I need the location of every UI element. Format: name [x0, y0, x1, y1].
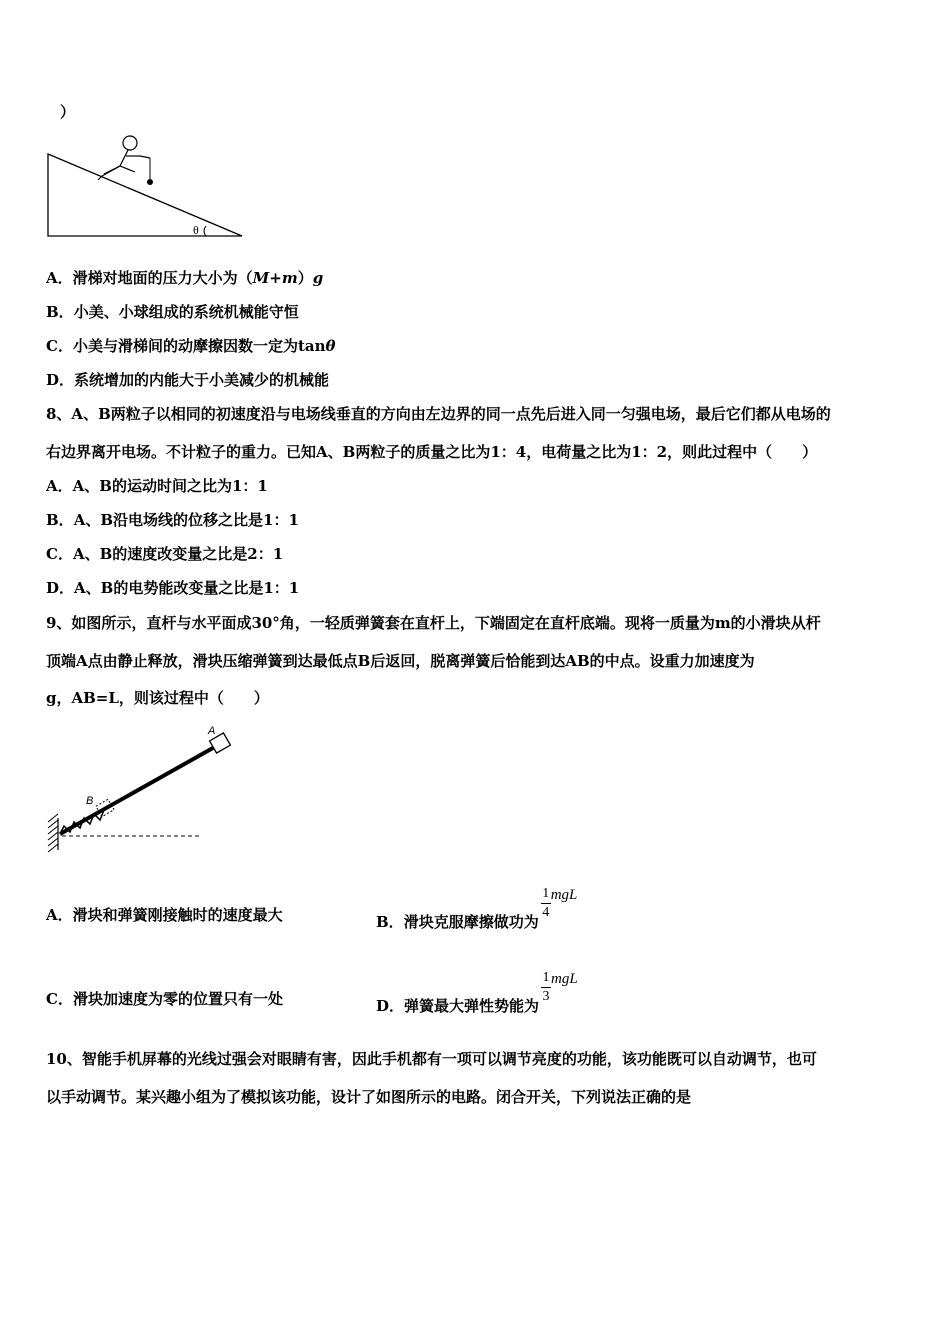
q7-option-b: B．小美、小球组成的系统机械能守恒: [46, 303, 299, 321]
q9-option-d-fraction: $\frac{1}{3}$: [542, 969, 550, 1004]
q8-stem-line2: 右边界离开电场。不计粒子的重力。已知A、B两粒子的质量之比为1：4，电荷量之比为1：2，则此过程中（ ）: [46, 443, 818, 461]
q9-option-b-fraction: $\frac{1}{4}$: [542, 885, 550, 920]
q9-label-a: A: [208, 725, 216, 737]
q9-label-b: B: [86, 795, 94, 807]
q9-figure-rod-spring: [40, 722, 250, 857]
q7-theta-label: θ: [193, 223, 199, 237]
q7-option-d: D．系统增加的内能大于小美减少的机械能: [46, 371, 330, 389]
q7-option-c: C．小美与滑梯间的动摩擦因数一定为tanθ: [46, 337, 336, 355]
q9-stem-line3: g，AB=L，则该过程中（ ）: [46, 689, 269, 707]
q7-figure-incline: [40, 128, 250, 243]
q8-option-c: C．A、B的速度改变量之比是2：1: [46, 545, 284, 563]
q9-option-c: C．滑块加速度为零的位置只有一处: [46, 990, 283, 1008]
q9-option-d: D．弹簧最大弹性势能为 $\frac{1}{3}$ mgL: [376, 969, 578, 1015]
q7-option-a: A．滑梯对地面的压力大小为（M+m）g: [46, 269, 324, 287]
q7-stem-tail: ）: [60, 103, 76, 121]
q9-stem-line2: 顶端A点由静止释放，滑块压缩弹簧到达最低点B后返回，脱离弹簧后恰能到达AB的中点。设重力加速度为: [46, 652, 755, 670]
q9-stem-line1: 9、如图所示，直杆与水平面成30°角，一轻质弹簧套在直杆上，下端固定在直杆底端。现将一质量为m的小滑块从杆: [46, 614, 821, 632]
q9-option-b: B．滑块克服摩擦做功为 $\frac{1}{4}$ mgL: [376, 885, 578, 931]
q8-stem-line1: 8、A、B两粒子以相同的初速度沿与电场线垂直的方向由左边界的同一点先后进入同一匀强电场，最后它们都从电场的: [46, 405, 831, 423]
q8-option-a: A．A、B的运动时间之比为1：1: [46, 477, 268, 495]
q8-option-d: D．A、B的电势能改变量之比是1：1: [46, 579, 300, 597]
q10-stem-line1: 10、智能手机屏幕的光线过强会对眼睛有害，因此手机都有一项可以调节亮度的功能，该功能既可以自动调节，也可: [46, 1050, 817, 1068]
q10-stem-line2: 以手动调节。某兴趣小组为了模拟该功能，设计了如图所示的电路。闭合开关，下列说法正确的是: [46, 1088, 692, 1106]
q8-option-b: B．A、B沿电场线的位移之比是1：1: [46, 511, 299, 529]
q9-option-a: A．滑块和弹簧刚接触时的速度最大: [46, 906, 283, 924]
